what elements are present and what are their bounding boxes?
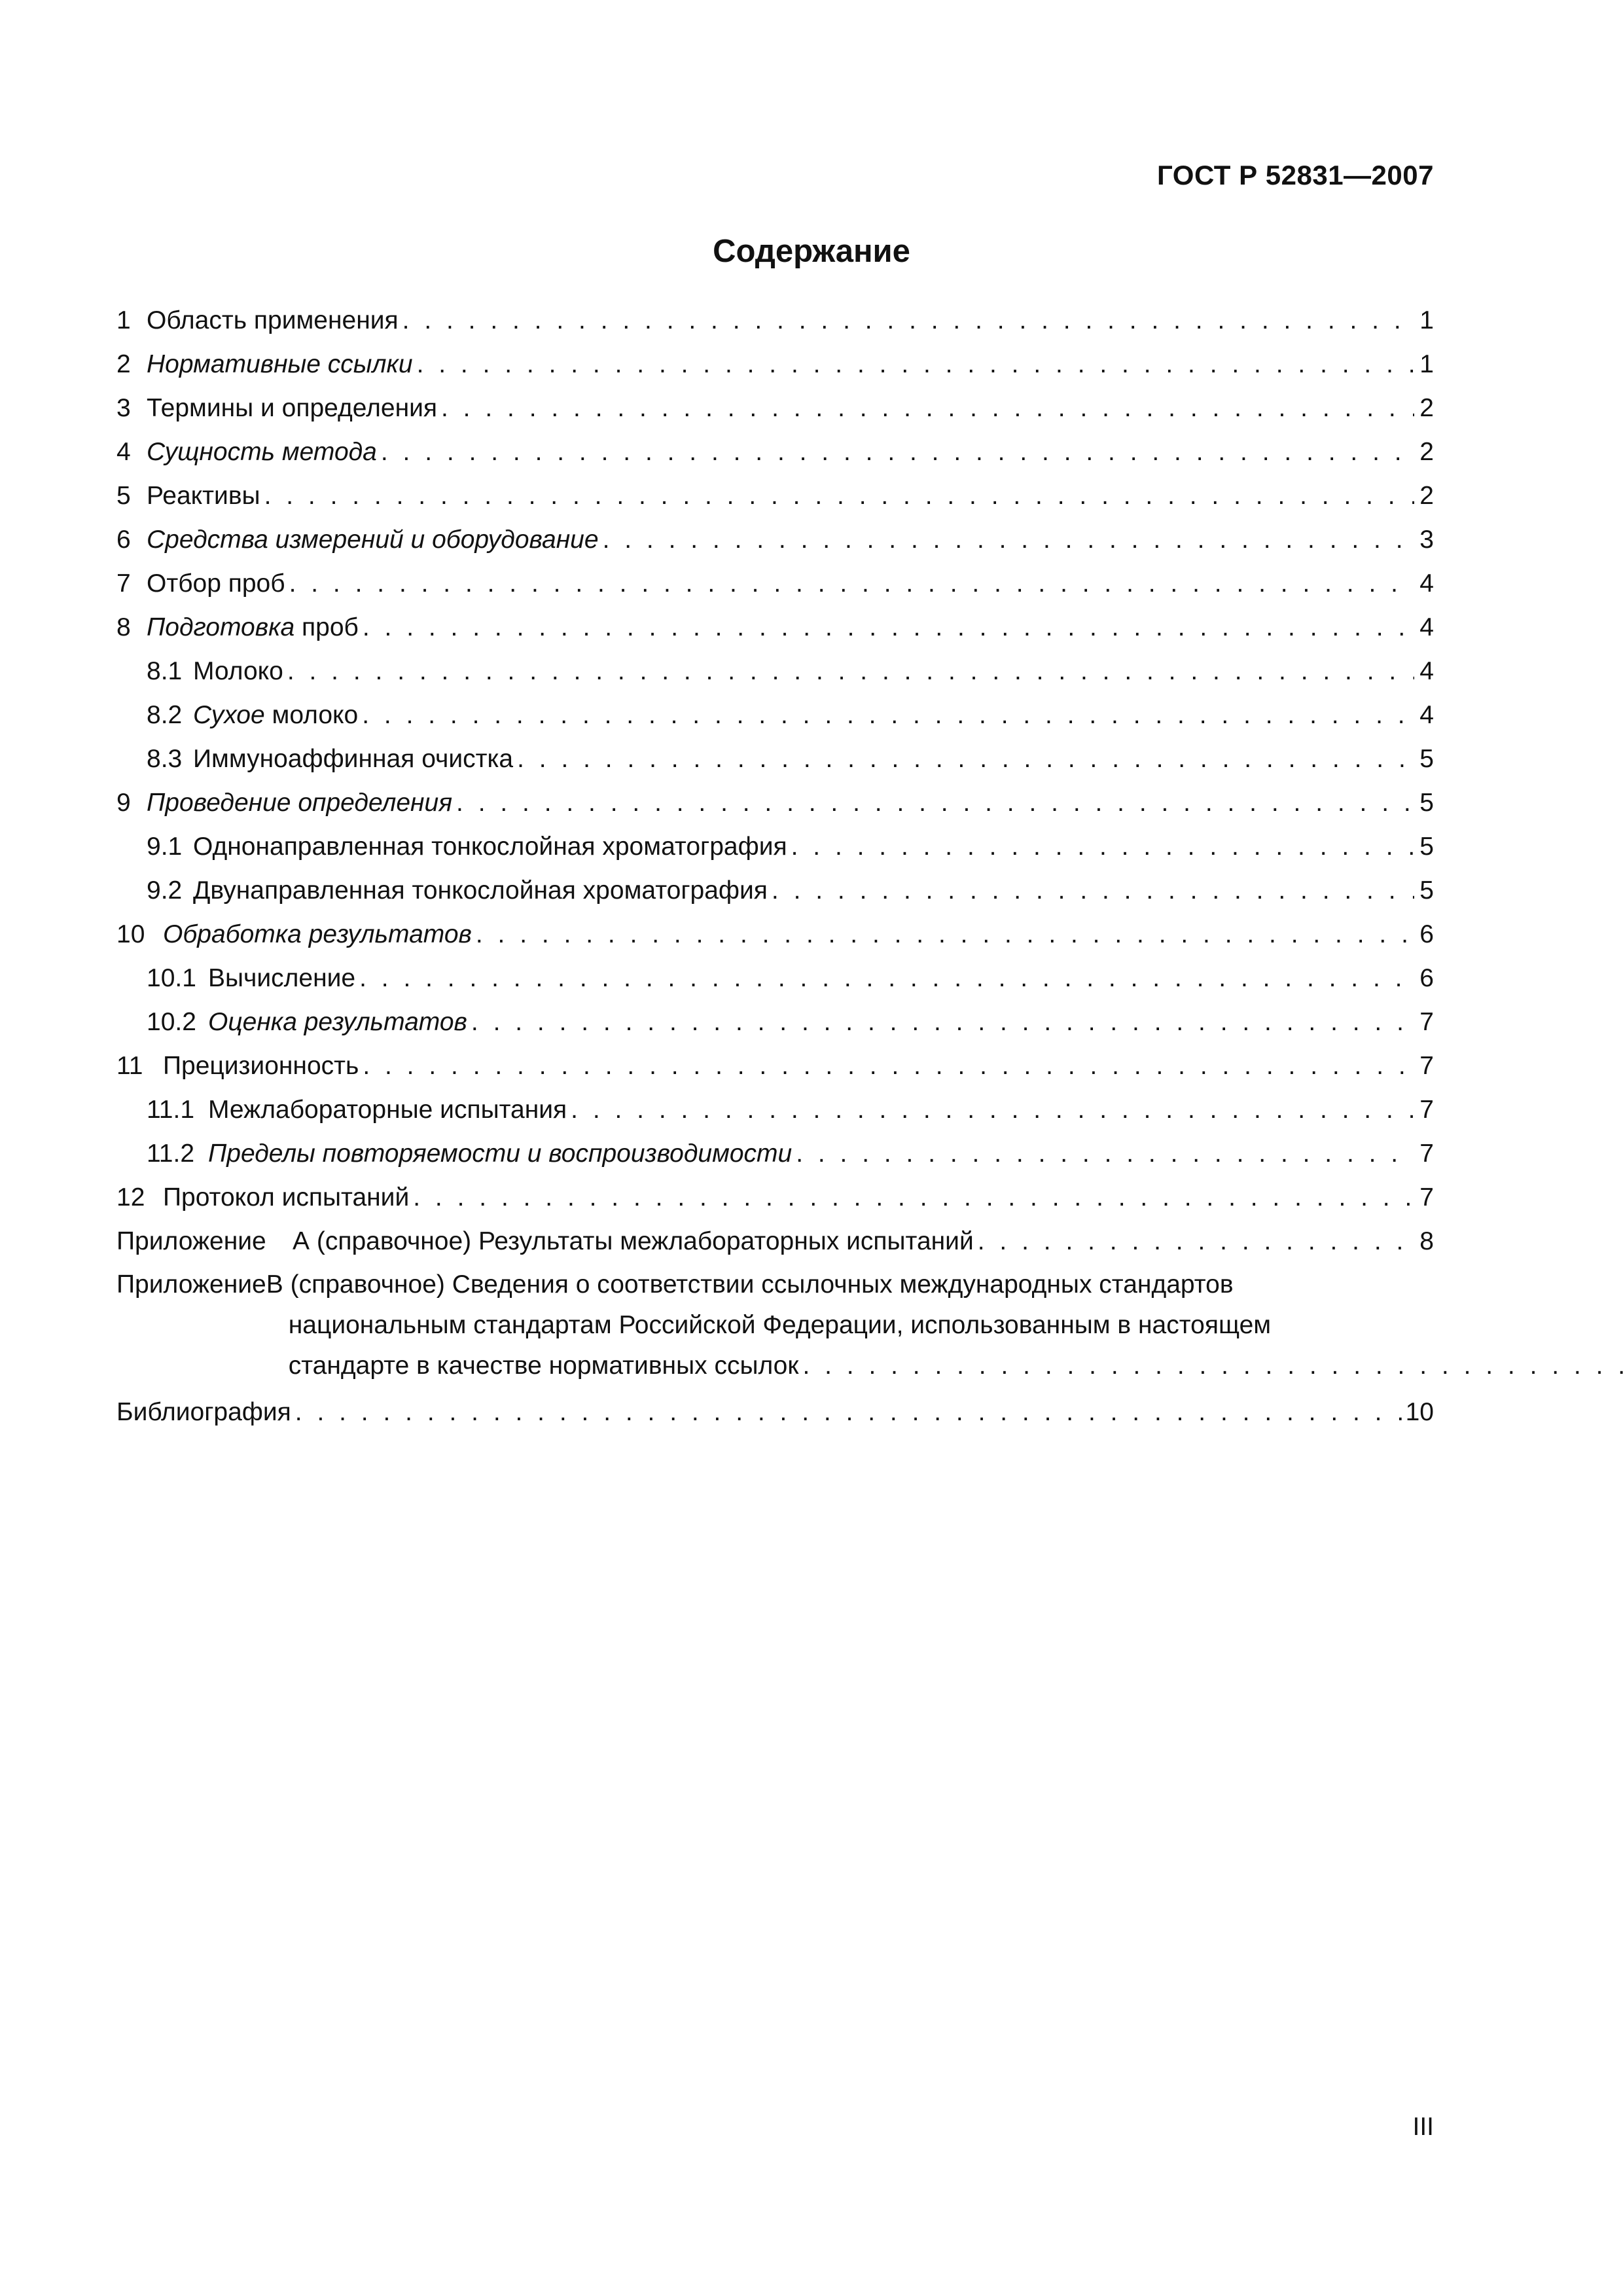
toc-entry-title: [193, 693, 358, 737]
dot-leader: [802, 1346, 1623, 1386]
toc-entry-number: 1: [116, 306, 131, 334]
toc-entry-title-main: Межлабораторные испытания: [208, 1096, 567, 1124]
toc-entry-number: 3: [116, 394, 131, 422]
page-number: III: [1412, 2113, 1434, 2141]
toc-entry[interactable]: [116, 1088, 1434, 1132]
toc-entry-page: 4: [1419, 657, 1434, 685]
toc-entry[interactable]: [116, 342, 1434, 386]
toc-entry-title: [147, 781, 452, 825]
dot-leader: [402, 298, 1414, 342]
toc-entry-title: [163, 1044, 359, 1088]
toc-entry-title-main: Подготовка: [147, 613, 295, 641]
toc-entry[interactable]: [116, 430, 1434, 474]
dot-leader: [417, 342, 1414, 386]
dot-leader: [359, 956, 1414, 1000]
appendix-a-page: 8: [1419, 1227, 1434, 1255]
toc-entry-number: 10.2: [147, 1008, 196, 1036]
toc-entry-number: 11.1: [147, 1096, 195, 1124]
toc-entry-number: 8.1: [147, 657, 183, 685]
toc-entry-title-main: Область применения: [147, 306, 399, 334]
toc-entry-number: 12: [116, 1183, 145, 1211]
toc-appendix-a[interactable]: [116, 1219, 1434, 1263]
toc-entry-page: 5: [1419, 833, 1434, 861]
toc-entry[interactable]: [116, 781, 1434, 825]
toc-entry-page: 1: [1419, 306, 1434, 334]
toc-entry-page: 3: [1419, 526, 1434, 554]
toc-entry[interactable]: [116, 298, 1434, 342]
toc-entry-title-main: Прецизионность: [163, 1052, 359, 1080]
toc-entry-number: 9: [116, 789, 131, 817]
toc-entry[interactable]: [116, 737, 1434, 781]
toc-entry-page: 7: [1419, 1052, 1434, 1080]
toc-entry-title: [147, 342, 413, 386]
toc-entry-title: [193, 737, 513, 781]
toc-entry-title: [208, 1088, 567, 1132]
dot-leader: [363, 605, 1414, 649]
toc-entry-title: [208, 956, 355, 1000]
toc-entry-title-main: Пределы повторяемости и воспроизводимости: [208, 1139, 793, 1168]
toc-entry-page: 4: [1419, 701, 1434, 729]
toc-entry-number: 11: [116, 1052, 143, 1080]
toc-entry[interactable]: [116, 693, 1434, 737]
toc-entry-title: [147, 298, 399, 342]
toc-entry-number: 2: [116, 350, 131, 378]
toc-entry[interactable]: [116, 1175, 1434, 1219]
toc-entry[interactable]: [116, 1132, 1434, 1175]
toc-entry[interactable]: [116, 605, 1434, 649]
toc-entry-page: 6: [1419, 964, 1434, 992]
appendix-a-label: Приложение: [116, 1227, 266, 1255]
toc-entry-number: 8.2: [147, 701, 183, 729]
toc-entry-page: 6: [1419, 920, 1434, 948]
toc-entry-page: 7: [1419, 1008, 1434, 1036]
dot-leader: [791, 825, 1414, 869]
toc-entry[interactable]: [116, 518, 1434, 562]
toc-entry[interactable]: [116, 649, 1434, 693]
dot-leader: [363, 1044, 1414, 1088]
toc-entry-title-main: Средства измерений и оборудование: [147, 526, 599, 554]
toc-entry-title-main: Молоко: [193, 657, 283, 685]
dot-leader: [362, 693, 1414, 737]
dot-leader: [295, 1390, 1402, 1434]
toc-entry-title-main: Двунаправленная тонкослойная хроматография: [193, 876, 768, 905]
bibliography-page: 10: [1405, 1398, 1434, 1426]
toc-entry-title-main: Протокол испытаний: [163, 1183, 410, 1211]
dot-leader: [264, 474, 1414, 518]
toc-entry[interactable]: [116, 956, 1434, 1000]
toc-entry-number: 7: [116, 569, 131, 598]
toc-entry-title-main: Обработка результатов: [163, 920, 472, 948]
dot-leader: [476, 912, 1414, 956]
dot-leader: [796, 1132, 1414, 1175]
dot-leader: [603, 518, 1414, 562]
toc-entry[interactable]: [116, 869, 1434, 912]
toc-entry-title: [147, 430, 377, 474]
toc-entry[interactable]: [116, 1000, 1434, 1044]
toc-entry-title: [208, 1132, 792, 1175]
toc-entry-title-main: Сухое: [193, 701, 265, 729]
toc-entry-title-main: Вычисление: [208, 964, 356, 992]
toc-entry-page: 5: [1419, 876, 1434, 905]
toc-entry[interactable]: [116, 825, 1434, 869]
toc-entry-number: 9.2: [147, 876, 183, 905]
toc-entry-page: 7: [1419, 1096, 1434, 1124]
toc-entry-title: [147, 518, 599, 562]
toc-entry-title-main: Иммуноаффинная очистка: [193, 745, 514, 773]
toc-entry-title: [163, 1175, 409, 1219]
dot-leader: [289, 562, 1414, 605]
dot-leader: [772, 869, 1414, 912]
standard-code: ГОСТ Р 52831—2007: [1157, 160, 1434, 190]
appendix-b-line-3: стандарте в качестве нормативных ссылок: [288, 1352, 799, 1380]
toc-entry-page: 2: [1419, 438, 1434, 466]
toc-entry-number: 8: [116, 613, 131, 641]
toc-entry-page: 5: [1419, 789, 1434, 817]
bibliography-label: Библиография: [116, 1398, 291, 1426]
dot-leader: [517, 737, 1414, 781]
toc-entry-title-main: Проведение определения: [147, 789, 453, 817]
toc-entry-title: [147, 605, 359, 649]
toc-entry-number: 5: [116, 482, 131, 510]
toc-entry-number: 9.1: [147, 833, 183, 861]
toc-entry-number: 10.1: [147, 964, 196, 992]
toc-entry-page: 7: [1419, 1183, 1434, 1211]
toc-entry-title-rest: молоко: [264, 701, 359, 729]
toc-entry-number: 8.3: [147, 745, 183, 773]
toc-entry-page: 2: [1419, 482, 1434, 510]
dot-leader: [441, 386, 1414, 430]
toc-entry-number: 6: [116, 526, 131, 554]
dot-leader: [978, 1219, 1414, 1263]
toc-entry-page: 5: [1419, 745, 1434, 773]
toc-entry-title: [147, 562, 285, 605]
toc-entry-title-main: Нормативные ссылки: [147, 350, 413, 378]
toc-entry-title: [193, 825, 787, 869]
appendix-b-line-1: В (справочное) Сведения о соответствии ссылочных международных стандартов: [266, 1270, 1234, 1299]
dot-leader: [381, 430, 1414, 474]
toc-entry-title: [147, 474, 260, 518]
toc-entry[interactable]: [116, 562, 1434, 605]
toc-entry-page: 2: [1419, 394, 1434, 422]
dot-leader: [456, 781, 1414, 825]
appendix-b-line-2: национальным стандартам Российской Федерации, использованным в настоящем: [288, 1311, 1272, 1339]
dot-leader: [471, 1000, 1414, 1044]
dot-leader: [413, 1175, 1414, 1219]
table-of-contents: [116, 298, 1434, 1434]
toc-entry-title: [193, 869, 768, 912]
toc-entry-title-main: Отбор проб: [147, 569, 285, 598]
toc-entry-title: [163, 912, 472, 956]
toc-entry-title-rest: проб: [294, 613, 359, 641]
toc-entry-title-main: Однонаправленная тонкослойная хроматография: [193, 833, 787, 861]
toc-appendix-b[interactable]: [116, 1265, 1434, 1386]
toc-entry[interactable]: [116, 474, 1434, 518]
toc-entry-title-main: Оценка результатов: [208, 1008, 467, 1036]
toc-entry[interactable]: [116, 1044, 1434, 1088]
appendix-a-text: А (справочное) Результаты межлабораторных испытаний: [293, 1227, 974, 1255]
toc-entry-page: 7: [1419, 1139, 1434, 1168]
toc-title: Содержание: [713, 234, 910, 269]
toc-entry-title-main: Термины и определения: [147, 394, 438, 422]
toc-entry-title: [208, 1000, 467, 1044]
toc-entry[interactable]: [116, 912, 1434, 956]
toc-entry-number: 10: [116, 920, 145, 948]
toc-entry-number: 11.2: [147, 1139, 195, 1168]
dot-leader: [287, 649, 1414, 693]
toc-bibliography[interactable]: [116, 1390, 1434, 1434]
appendix-b-label: Приложение: [116, 1270, 266, 1299]
toc-entry-page: 4: [1419, 613, 1434, 641]
dot-leader: [571, 1088, 1414, 1132]
toc-entry-title-main: Реактивы: [147, 482, 260, 510]
toc-entry-number: 4: [116, 438, 131, 466]
toc-entry-page: 4: [1419, 569, 1434, 598]
toc-entry-page: 1: [1419, 350, 1434, 378]
toc-entry-title: [147, 386, 437, 430]
toc-entry[interactable]: [116, 386, 1434, 430]
toc-entry-title-main: Сущность метода: [147, 438, 377, 466]
toc-entry-title: [193, 649, 283, 693]
